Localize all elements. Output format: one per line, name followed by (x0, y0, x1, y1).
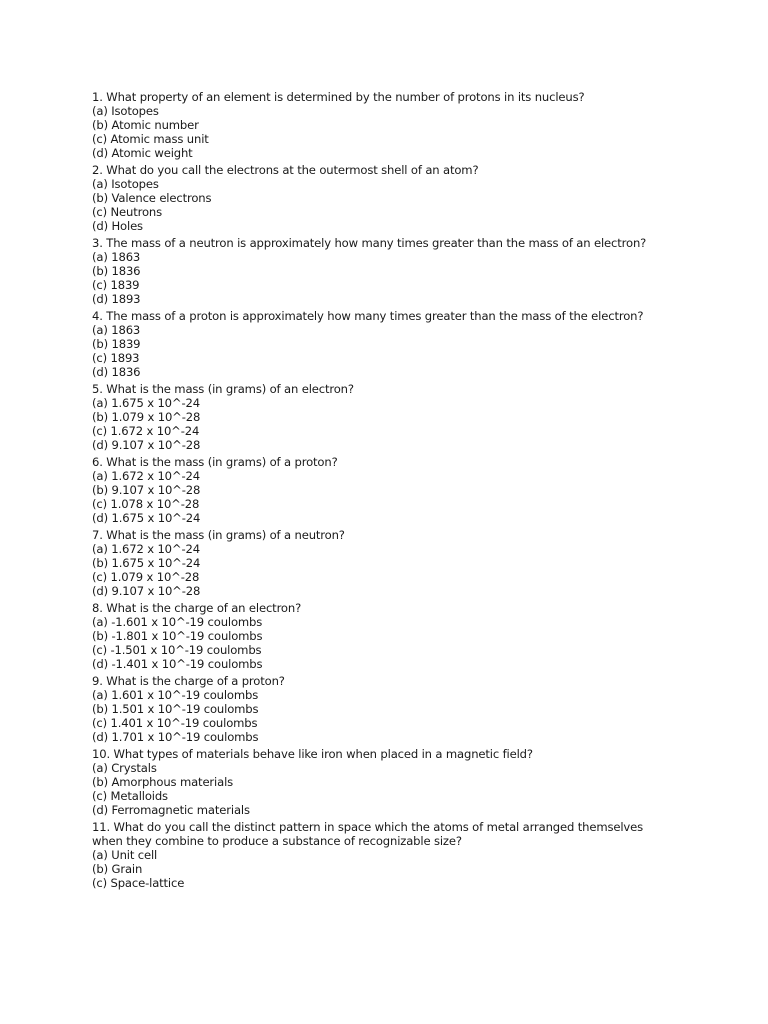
option-list (92, 542, 652, 598)
option-list (92, 848, 652, 890)
question-1 (92, 90, 652, 160)
option-c: (c) Atomic mass unit (92, 132, 209, 146)
option-d: (d) -1.401 x 10^-19 coulombs (92, 657, 263, 671)
question-6 (92, 455, 652, 525)
option-list (92, 323, 652, 379)
option-list (92, 688, 652, 744)
option-d: (d) Holes (92, 219, 143, 233)
option-d: (d) Ferromagnetic materials (92, 803, 250, 817)
option-c: (c) 1.078 x 10^-28 (92, 497, 200, 511)
question-text: 6. What is the mass (in grams) of a proton? (92, 455, 338, 469)
option-a: (a) Crystals (92, 761, 157, 775)
option-a: (a) 1.675 x 10^-24 (92, 396, 200, 410)
option-d: (d) 1893 (92, 292, 141, 306)
question-text: 7. What is the mass (in grams) of a neutron? (92, 528, 345, 542)
question-5 (92, 382, 652, 452)
option-list (92, 396, 652, 452)
option-a: (a) -1.601 x 10^-19 coulombs (92, 615, 263, 629)
option-d: (d) 1.701 x 10^-19 coulombs (92, 730, 259, 744)
option-b: (b) Atomic number (92, 118, 199, 132)
option-d: (d) 9.107 x 10^-28 (92, 584, 201, 598)
option-b: (b) Amorphous materials (92, 775, 234, 789)
option-c: (c) -1.501 x 10^-19 coulombs (92, 643, 262, 657)
option-d: (d) 1836 (92, 365, 141, 379)
option-d: (d) Atomic weight (92, 146, 193, 160)
option-b: (b) Grain (92, 862, 143, 876)
question-10 (92, 747, 652, 817)
question-2 (92, 163, 652, 233)
question-text: 11. What do you call the distinct pattern in space which the atoms of metal arranged themselves when they combine to produce a substance of recognizable size? (92, 820, 643, 848)
option-a: (a) 1.601 x 10^-19 coulombs (92, 688, 259, 702)
question-3 (92, 236, 652, 306)
option-list (92, 177, 652, 233)
question-11 (92, 820, 652, 890)
question-text: 3. The mass of a neutron is approximately how many times greater than the mass of an electron? (92, 236, 647, 250)
quiz-page (92, 90, 652, 890)
option-c: (c) Metalloids (92, 789, 168, 803)
option-list (92, 250, 652, 306)
option-list (92, 104, 652, 160)
option-b: (b) Valence electrons (92, 191, 212, 205)
option-b: (b) 1.675 x 10^-24 (92, 556, 201, 570)
option-a: (a) 1.672 x 10^-24 (92, 469, 200, 483)
option-list (92, 615, 652, 671)
option-d: (d) 9.107 x 10^-28 (92, 438, 201, 452)
option-a: (a) 1863 (92, 250, 141, 264)
option-b: (b) 1839 (92, 337, 141, 351)
option-c: (c) 1893 (92, 351, 140, 365)
question-7 (92, 528, 652, 598)
question-4 (92, 309, 652, 379)
option-c: (c) 1.672 x 10^-24 (92, 424, 200, 438)
option-b: (b) -1.801 x 10^-19 coulombs (92, 629, 263, 643)
option-b: (b) 1.501 x 10^-19 coulombs (92, 702, 259, 716)
question-8 (92, 601, 652, 671)
option-a: (a) Isotopes (92, 104, 159, 118)
option-d: (d) 1.675 x 10^-24 (92, 511, 201, 525)
option-b: (b) 1836 (92, 264, 141, 278)
question-text: 1. What property of an element is determined by the number of protons in its nucleus? (92, 90, 585, 104)
question-text: 5. What is the mass (in grams) of an electron? (92, 382, 354, 396)
question-text: 9. What is the charge of a proton? (92, 674, 285, 688)
question-text: 4. The mass of a proton is approximately how many times greater than the mass of the electron? (92, 309, 644, 323)
option-c: (c) 1.079 x 10^-28 (92, 570, 200, 584)
option-a: (a) Isotopes (92, 177, 159, 191)
question-9 (92, 674, 652, 744)
question-text: 2. What do you call the electrons at the outermost shell of an atom? (92, 163, 479, 177)
option-b: (b) 1.079 x 10^-28 (92, 410, 201, 424)
option-c: (c) 1.401 x 10^-19 coulombs (92, 716, 258, 730)
option-list (92, 761, 652, 817)
option-a: (a) 1863 (92, 323, 141, 337)
option-b: (b) 9.107 x 10^-28 (92, 483, 201, 497)
option-c: (c) Neutrons (92, 205, 162, 219)
question-text: 10. What types of materials behave like iron when placed in a magnetic field? (92, 747, 533, 761)
option-a: (a) Unit cell (92, 848, 158, 862)
question-text: 8. What is the charge of an electron? (92, 601, 302, 615)
option-a: (a) 1.672 x 10^-24 (92, 542, 200, 556)
option-list (92, 469, 652, 525)
option-c: (c) 1839 (92, 278, 140, 292)
option-c: (c) Space-lattice (92, 876, 185, 890)
